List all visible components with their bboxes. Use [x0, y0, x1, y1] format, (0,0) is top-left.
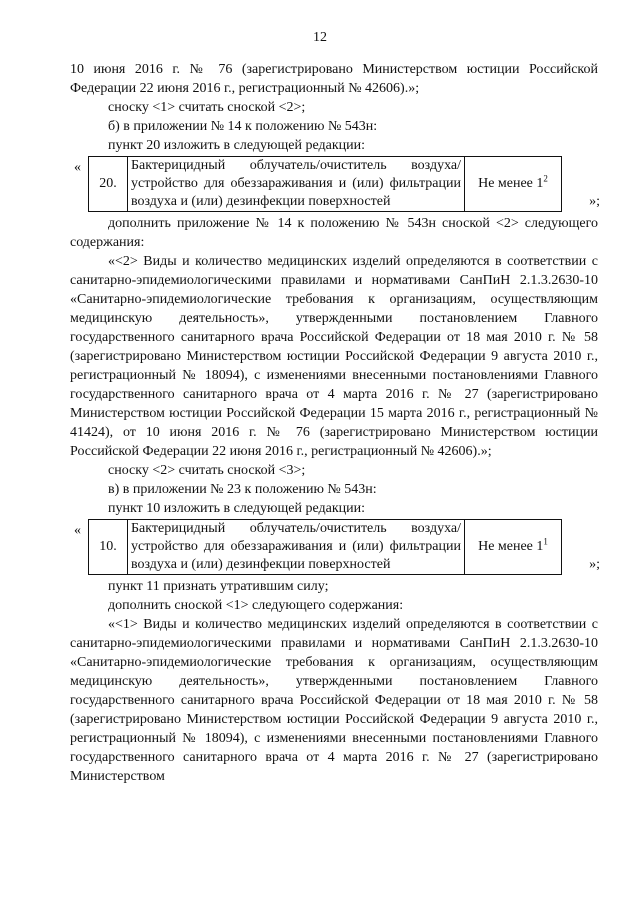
- paragraph: «<2> Виды и количество медицинских изделий определяются в соответствии с санитарно-эпидемиологическими правилами и нормативами СанПиН 2.1.3.2630-10 «Санитарно-эпидемиологические требования к организациям, осуществляющим медицинскую деятельность», утвержденными постановлением Главного государственного санитарного врача Российской Федерации от 18 мая 2010 г. № 58 (зарегистрировано Министерством юстиции Российской Федерации 9 августа 2010 г., регистрационный № 18094), с изменениями внесенными постановлениями Главного государственного санитарного врача от 4 марта 2016 г. № 27 (зарегистрировано Министерством юстиции Российской Федерации 15 марта 2016 г., регистрационный № 41424), от 10 июня 2016 г. № 76 (зарегистрировано Министерством юстиции Российской Федерации 22 июня 2016 г., регистрационный № 42606).»;: [70, 254, 598, 459]
- table-row: [89, 520, 562, 575]
- amendment-table-1: [70, 156, 598, 212]
- equipment-table: [88, 156, 562, 212]
- footnote-ref: 1: [543, 536, 548, 547]
- footnote-ref: 2: [543, 173, 548, 184]
- paragraph: в) в приложении № 23 к положению № 543н:: [108, 482, 377, 497]
- paragraph: дополнить сноской <1> следующего содержания:: [108, 598, 404, 613]
- row-quantity: [465, 520, 562, 575]
- amendment-table-2: [70, 519, 598, 575]
- paragraph: дополнить приложение № 14 к положению № 543н сноской <2> следующего содержания:: [70, 216, 598, 250]
- table-row: [89, 157, 562, 212]
- row-description: Бактерицидный облучатель/очиститель воздуха/устройство для обеззараживания и (или) фильтрации воздуха и (или) дезинфекции поверхностей: [128, 520, 465, 575]
- paragraph: сноску <2> считать сноской <3>;: [108, 463, 306, 478]
- paragraph: б) в приложении № 14 к положению № 543н:: [108, 119, 378, 134]
- equipment-table: [88, 519, 562, 575]
- table-open-quote: «: [74, 160, 81, 175]
- paragraph: пункт 10 изложить в следующей редакции:: [108, 501, 365, 516]
- table-close-quote: »;: [589, 194, 600, 209]
- row-description: Бактерицидный облучатель/очиститель воздуха/устройство для обеззараживания и (или) фильтрации воздуха и (или) дезинфекции поверхностей: [128, 157, 465, 212]
- row-quantity: [465, 157, 562, 212]
- paragraph: 10 июня 2016 г. № 76 (зарегистрировано Министерством юстиции Российской Федерации 22 июня 2016 г., регистрационный № 42606).»;: [70, 62, 598, 96]
- section-b: [70, 214, 598, 518]
- document-body: [70, 60, 598, 786]
- quantity-text: Не менее 1: [478, 176, 544, 191]
- quantity-text: Не менее 1: [478, 539, 544, 554]
- section-a: [70, 60, 598, 155]
- page-number: 12: [313, 30, 327, 45]
- table-close-quote: »;: [589, 557, 600, 572]
- paragraph: сноску <1> считать сноской <2>;: [108, 100, 306, 115]
- paragraph: пункт 20 изложить в следующей редакции:: [108, 138, 365, 153]
- row-number: 10.: [89, 520, 128, 575]
- paragraph: пункт 11 признать утратившим силу;: [108, 579, 329, 594]
- row-number: 20.: [89, 157, 128, 212]
- section-c: [70, 577, 598, 786]
- table-open-quote: «: [74, 523, 81, 538]
- paragraph: «<1> Виды и количество медицинских изделий определяются в соответствии с санитарно-эпидемиологическими правилами и нормативами СанПиН 2.1.3.2630-10 «Санитарно-эпидемиологические требования к организациям, осуществляющим медицинскую деятельность», утвержденными постановлением Главного государственного санитарного врача Российской Федерации от 18 мая 2010 г. № 58 (зарегистрировано Министерством юстиции Российской Федерации 9 августа 2010 г., регистрационный № 18094), с изменениями внесенными постановлениями Главного государственного санитарного врача от 4 марта 2016 г. № 27 (зарегистрировано Министерством: [70, 617, 598, 784]
